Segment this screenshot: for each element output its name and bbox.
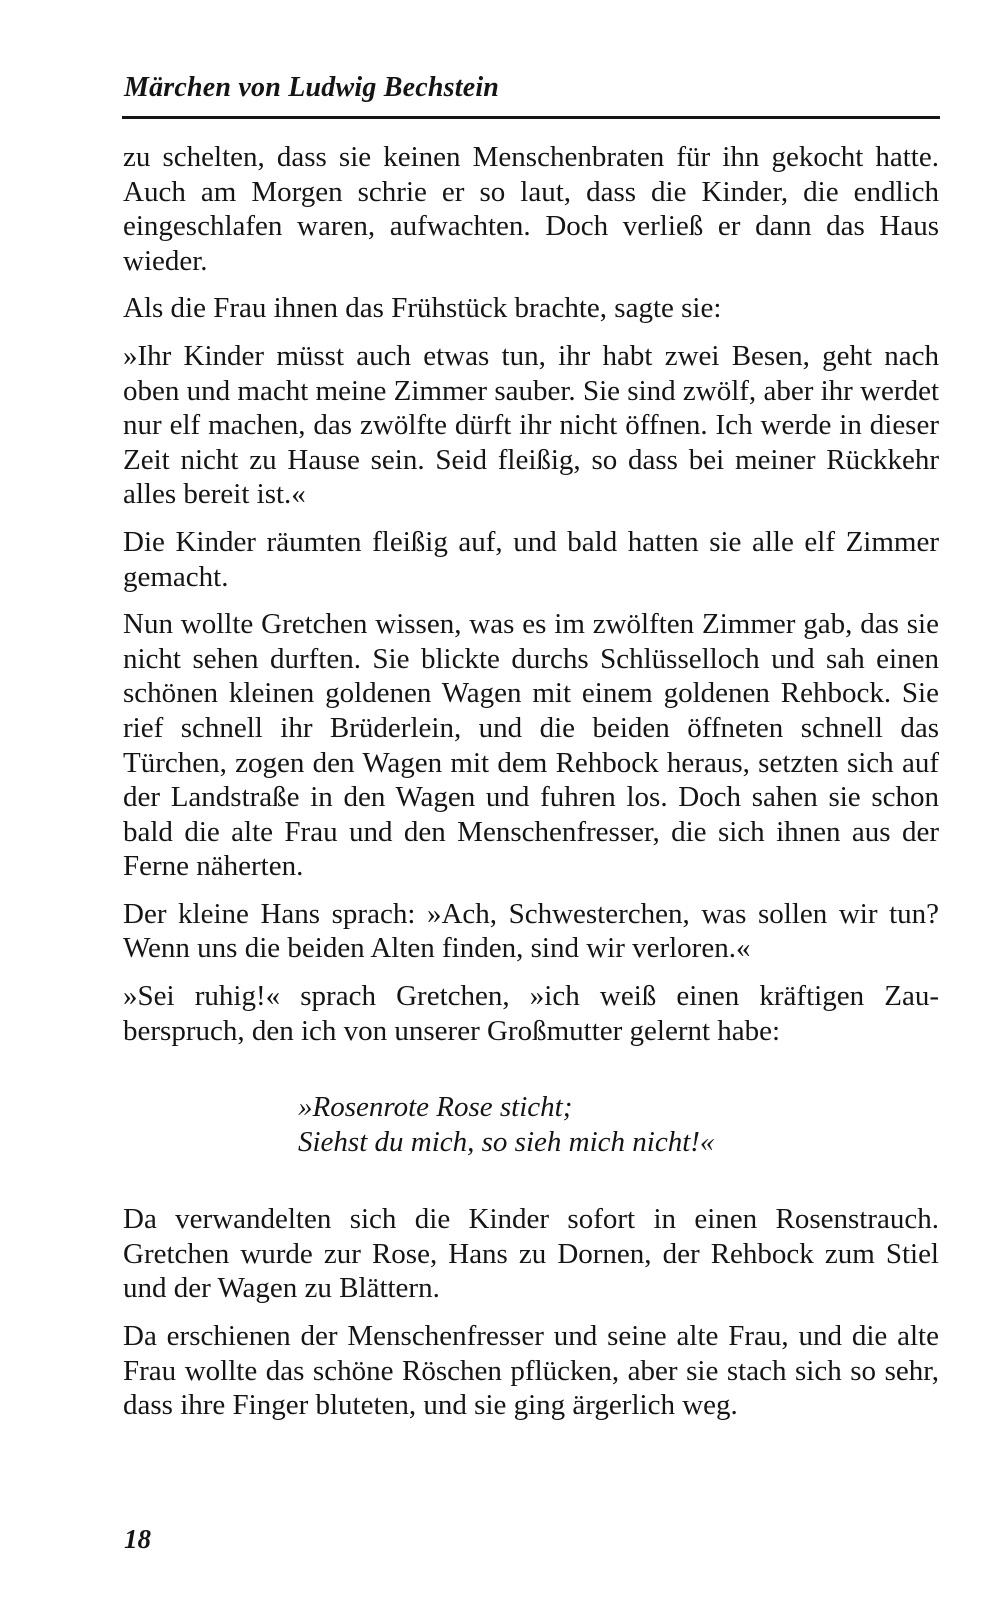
paragraph-7: »Sei ruhig!« sprach Gretchen, »ich weiß einen kräftigen Zauberspruch, den ich von unserer Großmutter gelernt habe:: [123, 980, 939, 1047]
page-number: 18: [124, 1524, 151, 1554]
paragraph-5: Nun wollte Gretchen wissen, was es im zwölften Zimmer gab, das sie nicht sehen durften. Sie blickte durchs Schlüsselloch und sah einen schönen kleinen goldenen Wagen mit einem goldenen Rehbock. Sie rief schnell ihr Brüderlein, und die beiden öffneten schnell das Türchen, zogen den Wagen mit dem Rehbock heraus, setzten sich auf der Landstraße in den Wagen und fuhren los. Doch sahen sie schon bald die alte Frau und den Menschenfresser, die sich ihnen aus der Ferne näherten.: [123, 608, 939, 883]
paragraph-1: zu schelten, dass sie keinen Menschenbraten für ihn gekocht hatte. Auch am Morgen schrie er so laut, dass die Kinder, die endlich eingeschlafen waren, aufwachten. Doch verließ er dann das Haus wieder.: [123, 141, 939, 277]
paragraph-8: Da verwandelten sich die Kinder sofort in einen Rosenstrauch. Gretchen wurde zur Rose, Hans zu Dornen, der Rehbock zum Stiel und der Wagen zu Blättern.: [123, 1203, 939, 1305]
verse-line-2: Siehst du mich, so sieh mich nicht!«: [298, 1126, 715, 1159]
body-text: [123, 140, 939, 1436]
header-rule: [122, 116, 940, 119]
paragraph-2: Als die Frau ihnen das Frühstück brachte, sagte sie:: [123, 292, 722, 325]
paragraph-9: Da erschienen der Menschenfresser und seine alte Frau, und die alte Frau wollte das schöne Röschen pflücken, aber sie stach sich so sehr, dass ihre Finger bluteten, und sie ging ärgerlich weg.: [123, 1320, 939, 1422]
paragraph-4: Die Kinder räumten fleißig auf, und bald hatten sie alle elf Zimmer gemacht.: [123, 525, 939, 593]
verse-block: [298, 1090, 939, 1160]
verse-line-1: »Rosenrote Rose sticht;: [298, 1091, 573, 1124]
paragraph-6: Der kleine Hans sprach: »Ach, Schwesterchen, was sollen wir tun? Wenn uns die beiden Alten finden, sind wir verloren.«: [123, 897, 939, 965]
paragraph-3: »Ihr Kinder müsst auch etwas tun, ihr habt zwei Besen, geht nach oben und macht meine Zimmer sauber. Sie sind zwölf, aber ihr werdet nur elf machen, das zwölfte dürft ihr nicht öffnen. Ich werde in dieser Zeit nicht zu Hause sein. Seid fleißig, so dass bei meiner Rückkehr alles bereit ist.«: [123, 339, 939, 511]
running-title: Märchen von Ludwig Bechstein: [124, 72, 500, 103]
